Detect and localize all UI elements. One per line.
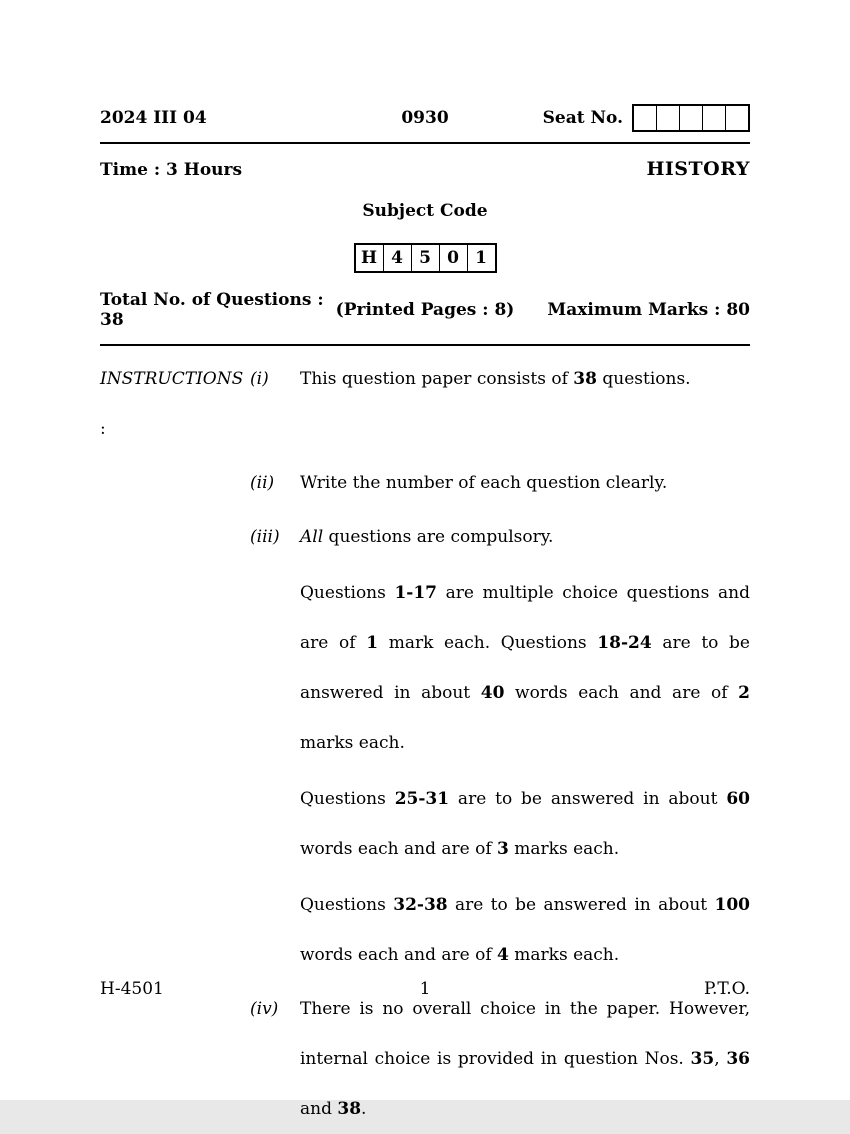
subject-code-digit: 0	[439, 245, 467, 271]
instruction-text: This question paper consists of 38 questions.	[300, 369, 691, 389]
instructions-label: INSTRUCTIONS :	[100, 369, 244, 439]
instruction-item-2	[100, 458, 750, 508]
instruction-item-4	[100, 984, 750, 1134]
seat-no-boxes	[632, 104, 750, 132]
instruction-number: (i)	[250, 369, 269, 389]
meta-row	[100, 290, 750, 330]
instruction-number: (iv)	[250, 999, 279, 1019]
exam-date: 2024 III 04	[100, 108, 207, 128]
instruction-number: (iii)	[250, 527, 280, 547]
total-questions: Total No. of Questions : 38	[100, 290, 324, 330]
divider-top	[100, 142, 750, 144]
time-subject-row	[100, 158, 750, 180]
subject-code-digit: H	[360, 248, 378, 268]
instruction-text: There is no overall choice in the paper. However, internal choice is provided in question Nos. 35, 36 and 38.	[300, 999, 750, 1119]
instruction-text: Questions 1-17 are multiple choice questions and are of 1 mark each. Questions 18-24 are to be answered in about 40 words each and are of 2 marks each.	[300, 583, 750, 753]
subject-code-digit: 5	[411, 245, 439, 271]
time-allowed: Time : 3 Hours	[100, 160, 243, 180]
seat-box	[634, 106, 656, 130]
subject-code-boxes	[354, 243, 497, 273]
seat-no-group	[543, 104, 750, 132]
exam-session-time: 0930	[401, 108, 449, 128]
subject-code-digit: 4	[383, 245, 411, 271]
page-number: 1	[419, 979, 431, 999]
page-footer	[100, 979, 750, 999]
header-row	[100, 104, 750, 132]
instructions-section	[100, 354, 750, 1134]
seat-box	[725, 106, 748, 130]
pto-label: P.T.O.	[704, 979, 750, 999]
instruction-text: All questions are compulsory.	[300, 527, 554, 547]
instruction-item-3	[100, 512, 750, 980]
instruction-item-1	[100, 354, 750, 454]
subject-title: HISTORY	[646, 158, 750, 180]
maximum-marks: Maximum Marks : 80	[547, 300, 750, 320]
seat-box	[656, 106, 679, 130]
subject-code-box-wrap	[100, 243, 750, 273]
seat-box	[679, 106, 702, 130]
subject-code-label: Subject Code	[362, 201, 488, 221]
instruction-text: Questions 32-38 are to be answered in about 100 words each and are of 4 marks each.	[300, 895, 750, 965]
subject-code-digit: 1	[467, 245, 495, 271]
paper-code: H-4501	[100, 979, 164, 999]
seat-no-label: Seat No.	[542, 108, 623, 128]
divider-bottom	[100, 344, 750, 346]
seat-box	[702, 106, 725, 130]
instruction-text: Questions 25-31 are to be answered in about 60 words each and are of 3 marks each.	[300, 789, 750, 859]
instruction-text: Write the number of each question clearly.	[300, 473, 668, 493]
printed-pages: (Printed Pages : 8)	[335, 300, 515, 320]
instruction-number: (ii)	[250, 473, 275, 493]
